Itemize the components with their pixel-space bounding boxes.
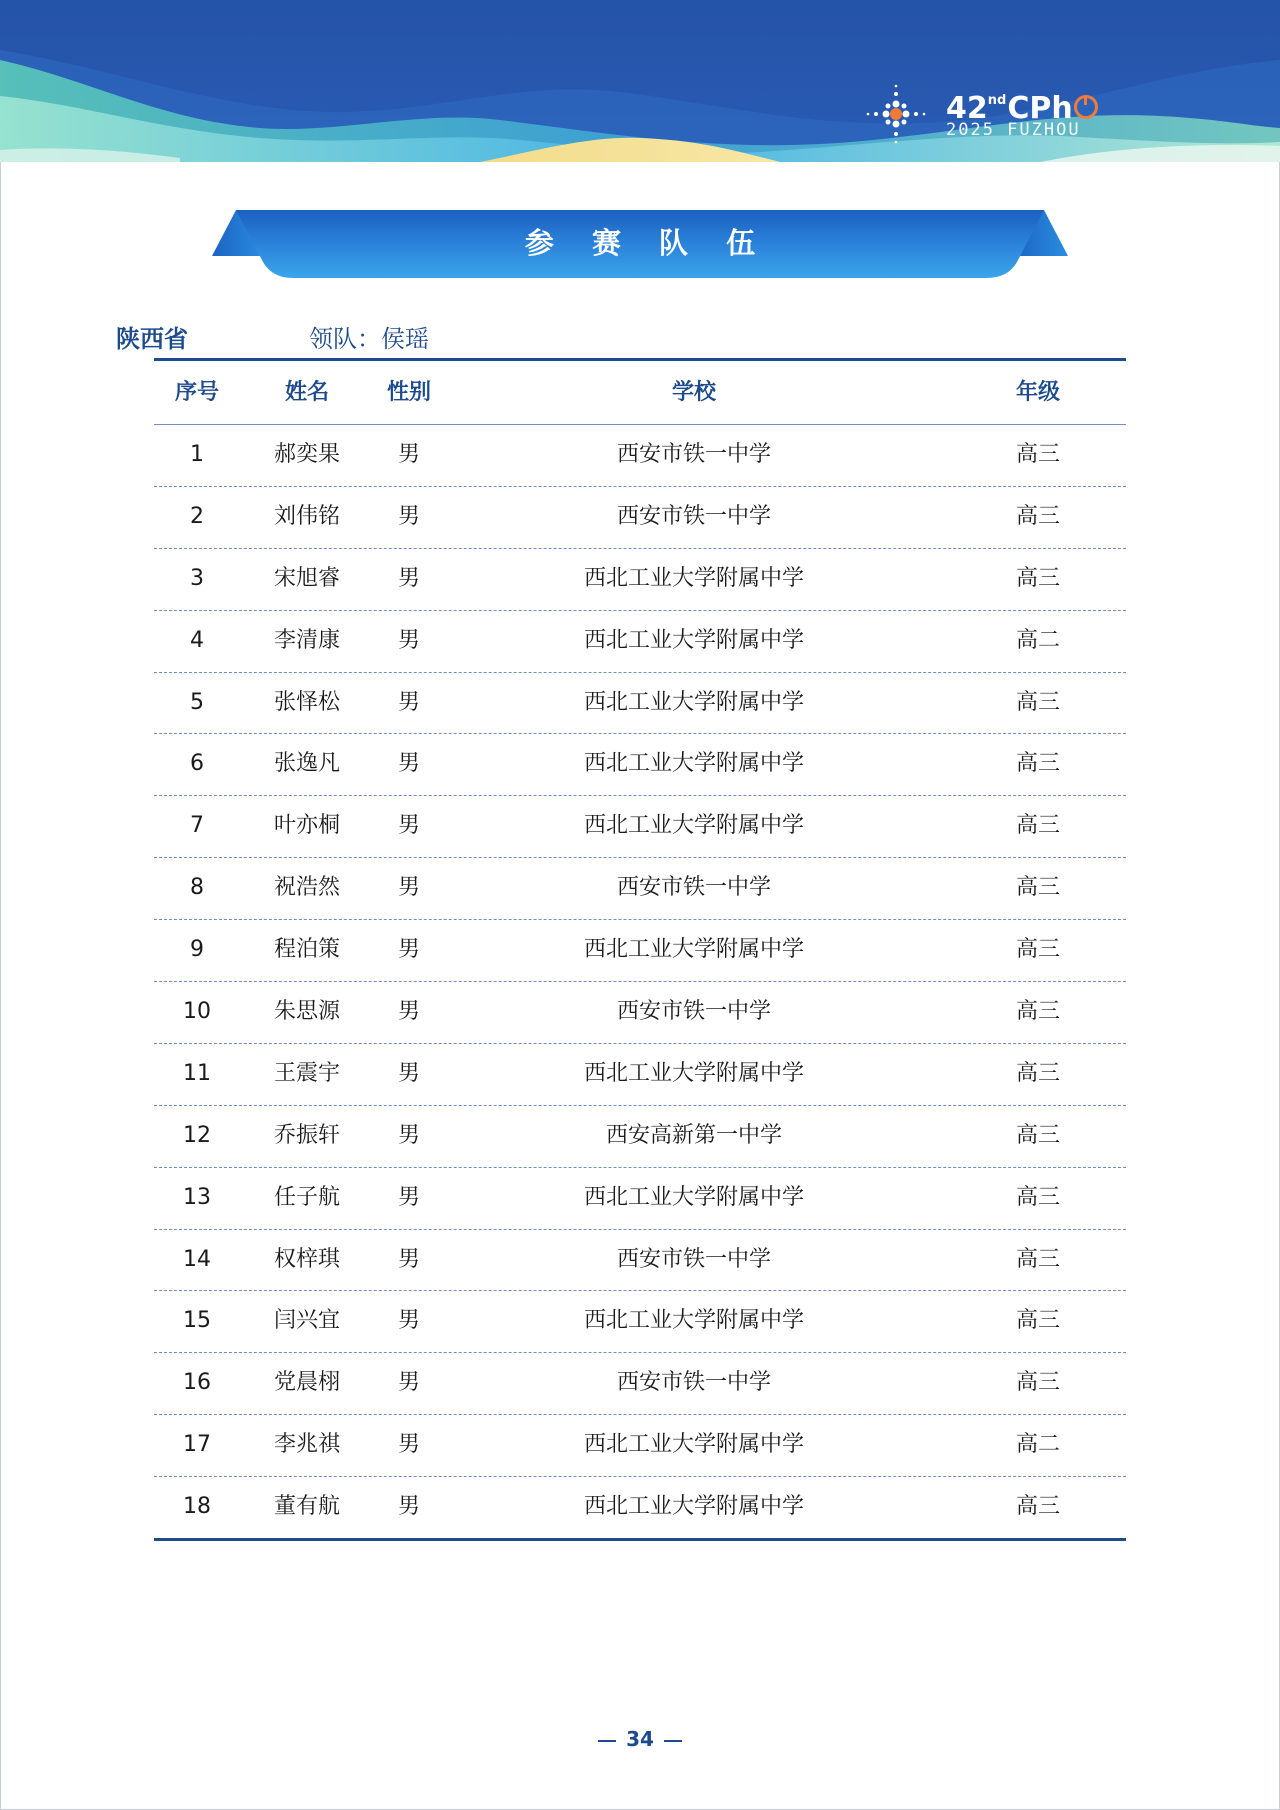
header-index: 序号 <box>174 380 219 405</box>
header-gender: 性别 <box>386 380 431 405</box>
cell-school: 西北工业大学附属中学 <box>583 1308 804 1334</box>
cell-gender: 男 <box>397 999 420 1025</box>
cell-grade: 高三 <box>1015 999 1060 1025</box>
table-row <box>154 611 1126 673</box>
cell-grade: 高三 <box>1015 937 1060 963</box>
cell-name: 刘伟铭 <box>273 503 340 529</box>
cell-grade: 高三 <box>1015 1308 1060 1334</box>
cell-name: 程泊策 <box>273 937 340 963</box>
cell-index: 12 <box>183 1122 211 1148</box>
sparkle-icon <box>858 76 934 152</box>
cell-index: 5 <box>190 689 204 715</box>
cell-name: 宋旭睿 <box>273 565 340 591</box>
section-title-ribbon <box>212 208 1068 280</box>
logo-suffix: nd <box>987 93 1007 108</box>
cell-index: 13 <box>183 1184 211 1210</box>
cell-school: 西北工业大学附属中学 <box>583 565 804 591</box>
cell-name: 党晨栩 <box>273 1370 340 1396</box>
cell-name: 李兆祺 <box>273 1432 340 1458</box>
cell-gender: 男 <box>397 937 420 963</box>
table-header <box>154 361 1126 425</box>
cpho-logo <box>858 76 1098 152</box>
cell-grade: 高三 <box>1015 1060 1060 1086</box>
cell-gender: 男 <box>397 1494 420 1520</box>
team-table <box>154 358 1126 1541</box>
cell-name: 张怿松 <box>273 689 340 715</box>
cell-school: 西安市铁一中学 <box>616 875 771 901</box>
table-row <box>154 1044 1126 1106</box>
cell-grade: 高三 <box>1015 813 1060 839</box>
table-body <box>154 425 1126 1538</box>
cell-index: 6 <box>190 751 204 777</box>
table-row <box>154 1106 1126 1168</box>
header-grade: 年级 <box>1015 380 1060 405</box>
header-name: 姓名 <box>284 380 329 405</box>
logo-number: 42 <box>946 91 988 126</box>
cell-name: 祝浩然 <box>273 875 340 901</box>
cell-name: 乔振轩 <box>273 1122 340 1148</box>
cell-index: 15 <box>183 1308 211 1334</box>
logo-subtitle: 2025 FUZHOU <box>946 120 1081 140</box>
cell-index: 18 <box>183 1494 211 1520</box>
cell-school: 西北工业大学附属中学 <box>583 751 804 777</box>
cell-school: 西北工业大学附属中学 <box>583 937 804 963</box>
cell-index: 3 <box>190 565 204 591</box>
table-row <box>154 734 1126 796</box>
cell-school: 西安市铁一中学 <box>616 442 771 467</box>
cell-name: 董有航 <box>273 1494 340 1520</box>
cell-index: 8 <box>190 875 204 901</box>
cell-grade: 高三 <box>1015 751 1060 777</box>
cell-school: 西北工业大学附属中学 <box>583 813 804 839</box>
cell-index: 9 <box>190 937 204 963</box>
table-row <box>154 1415 1126 1477</box>
page-footer <box>0 1724 1280 1754</box>
cell-name: 朱思源 <box>273 999 340 1025</box>
cell-index: 17 <box>183 1432 211 1458</box>
cell-grade: 高三 <box>1015 875 1060 901</box>
cell-name: 叶亦桐 <box>273 813 340 839</box>
page-number: 34 <box>626 1727 654 1751</box>
cell-grade: 高二 <box>1015 627 1060 653</box>
cell-school: 西安市铁一中学 <box>616 1246 771 1272</box>
cell-school: 西北工业大学附属中学 <box>583 1432 804 1458</box>
cell-index: 10 <box>183 999 211 1025</box>
cell-gender: 男 <box>397 813 420 839</box>
table-row <box>154 1168 1126 1230</box>
cell-school: 西北工业大学附属中学 <box>583 627 804 653</box>
cell-index: 14 <box>183 1246 211 1272</box>
table-row <box>154 1230 1126 1292</box>
cell-school: 西北工业大学附属中学 <box>583 1494 804 1520</box>
section-title: 参 赛 队 伍 <box>524 226 770 260</box>
power-ring-icon <box>1074 95 1098 119</box>
cell-school: 西安高新第一中学 <box>605 1122 782 1148</box>
cell-name: 王震宇 <box>273 1060 340 1086</box>
cell-gender: 男 <box>397 442 420 467</box>
table-row <box>154 487 1126 549</box>
table-row <box>154 673 1126 735</box>
cell-index: 2 <box>190 503 204 529</box>
cell-grade: 高三 <box>1015 503 1060 529</box>
cell-grade: 高三 <box>1015 1370 1060 1396</box>
header-banner <box>0 0 1280 162</box>
cell-school: 西北工业大学附属中学 <box>583 689 804 715</box>
cell-gender: 男 <box>397 1370 420 1396</box>
cell-gender: 男 <box>397 1246 420 1272</box>
table-row <box>154 920 1126 982</box>
cell-school: 西北工业大学附属中学 <box>583 1184 804 1210</box>
cell-gender: 男 <box>397 627 420 653</box>
cell-name: 闫兴宜 <box>273 1308 340 1334</box>
table-row <box>154 425 1126 487</box>
cell-gender: 男 <box>397 1308 420 1334</box>
team-leader: 领队：侯瑶 <box>309 325 429 353</box>
cell-index: 11 <box>183 1060 211 1086</box>
table-row <box>154 1477 1126 1538</box>
cell-grade: 高三 <box>1015 442 1060 467</box>
cell-index: 7 <box>190 813 204 839</box>
cell-gender: 男 <box>397 503 420 529</box>
cell-grade: 高三 <box>1015 1246 1060 1272</box>
cell-grade: 高三 <box>1015 689 1060 715</box>
header-school: 学校 <box>671 380 716 405</box>
cell-school: 西北工业大学附属中学 <box>583 1060 804 1086</box>
cell-gender: 男 <box>397 751 420 777</box>
cell-grade: 高三 <box>1015 565 1060 591</box>
cell-gender: 男 <box>397 689 420 715</box>
cell-gender: 男 <box>397 1060 420 1086</box>
footer-dash-left <box>598 1740 616 1742</box>
table-row <box>154 1291 1126 1353</box>
cell-school: 西安市铁一中学 <box>616 1370 771 1396</box>
cell-grade: 高二 <box>1015 1432 1060 1458</box>
footer-dash-right <box>664 1740 682 1742</box>
cell-name: 权梓琪 <box>273 1246 340 1272</box>
cell-gender: 男 <box>397 565 420 591</box>
province-name: 陕西省 <box>116 325 188 353</box>
table-row <box>154 796 1126 858</box>
cell-gender: 男 <box>397 875 420 901</box>
table-row <box>154 549 1126 611</box>
cell-name: 郝奕果 <box>273 442 340 467</box>
cell-school: 西安市铁一中学 <box>616 999 771 1025</box>
cell-grade: 高三 <box>1015 1122 1060 1148</box>
cell-name: 李清康 <box>273 627 340 653</box>
cell-name: 任子航 <box>273 1184 340 1210</box>
cell-gender: 男 <box>397 1432 420 1458</box>
cell-index: 4 <box>190 627 204 653</box>
cell-index: 16 <box>183 1370 211 1396</box>
cell-name: 张逸凡 <box>273 751 340 777</box>
table-row <box>154 982 1126 1044</box>
cell-grade: 高三 <box>1015 1184 1060 1210</box>
cell-gender: 男 <box>397 1184 420 1210</box>
logo-name: CPh <box>1007 91 1073 126</box>
table-row <box>154 1353 1126 1415</box>
cell-grade: 高三 <box>1015 1494 1060 1520</box>
cell-index: 1 <box>190 442 204 467</box>
cell-gender: 男 <box>397 1122 420 1148</box>
table-row <box>154 858 1126 920</box>
cell-school: 西安市铁一中学 <box>616 503 771 529</box>
